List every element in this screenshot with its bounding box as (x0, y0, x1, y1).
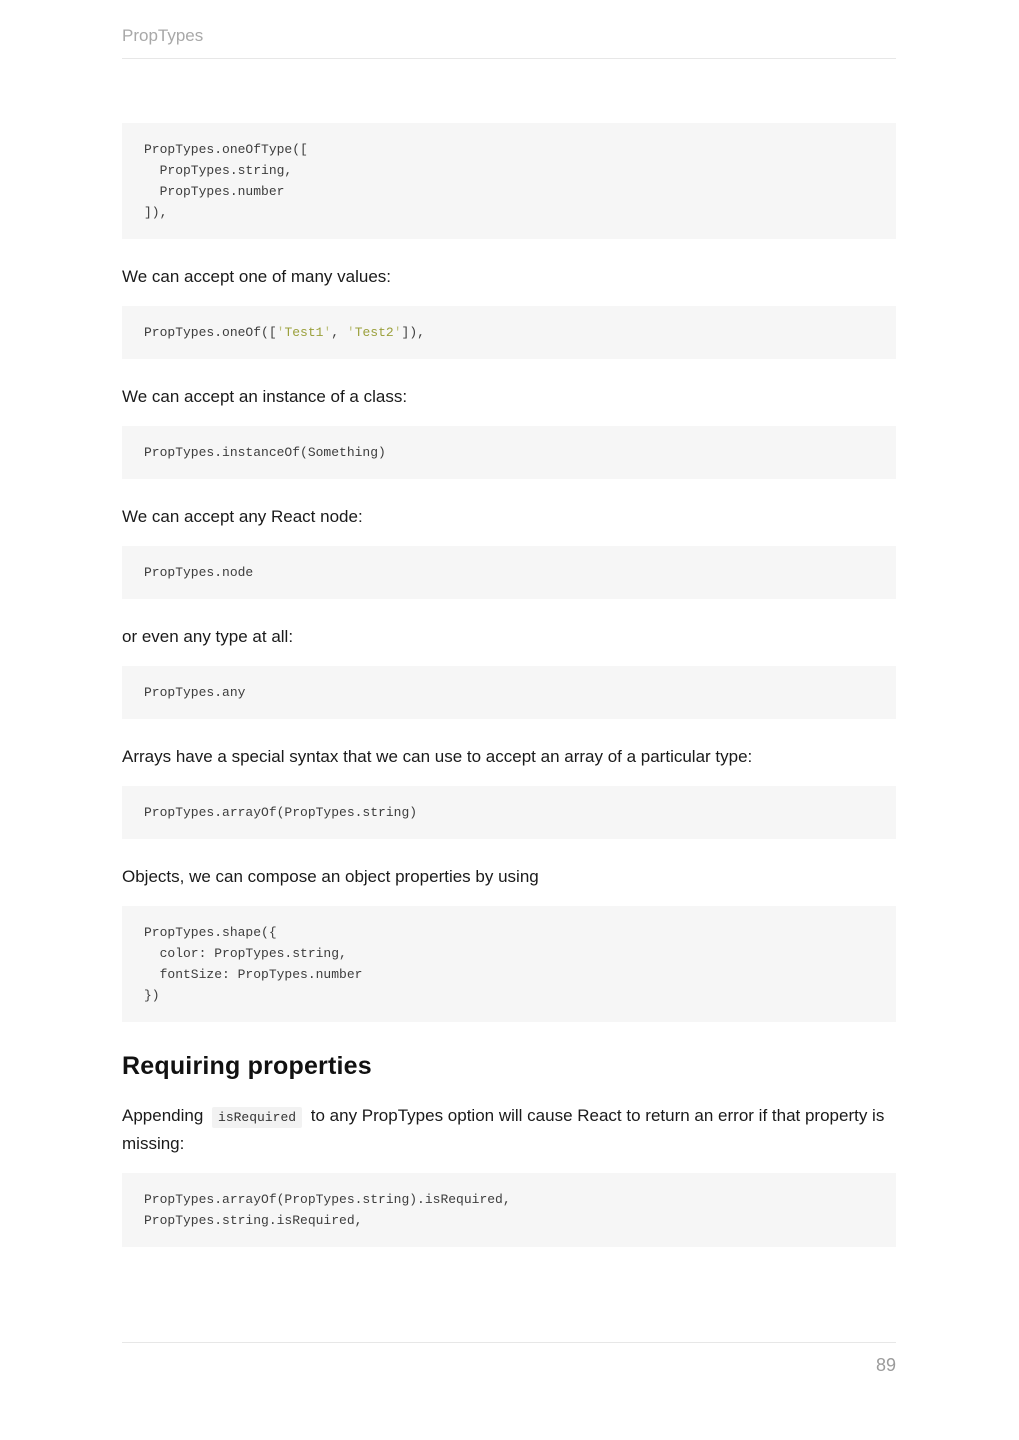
code-block-isrequired (122, 1173, 896, 1247)
code-line: PropTypes.arrayOf(PropTypes.string).isRequired, (144, 1192, 511, 1207)
code-line: }) (144, 988, 160, 1003)
code-block-instanceof (122, 426, 896, 479)
code-block-oneoftype (122, 123, 896, 239)
page-content (122, 0, 896, 1247)
code-block-oneof (122, 306, 896, 359)
paragraph-react-node: We can accept any React node: (122, 507, 363, 526)
code-block-any (122, 666, 896, 719)
code-line: color: PropTypes.string, (144, 946, 347, 961)
code-line: PropTypes.oneOf(['Test1', 'Test2']), (144, 325, 425, 340)
footer-divider (122, 1342, 896, 1343)
code-line: PropTypes.any (144, 685, 246, 700)
code-line: PropTypes.node (144, 565, 254, 580)
code-line: PropTypes.arrayOf(PropTypes.string) (144, 805, 418, 820)
code-line: PropTypes.string, (144, 163, 293, 178)
page-header-title: PropTypes (122, 26, 204, 45)
code-line: PropTypes.instanceOf(Something) (144, 445, 386, 460)
code-line: PropTypes.oneOfType([ (144, 142, 308, 157)
paragraph-one-of-many: We can accept one of many values: (122, 267, 392, 286)
paragraph-objects-compose: Objects, we can compose an object properties by using (122, 867, 539, 886)
page-header (122, 0, 896, 59)
section-heading-requiring-properties: Requiring properties (122, 1052, 372, 1080)
code-line: ]), (144, 205, 168, 220)
paragraph-appending-isrequired: Appending isRequired to any PropTypes option will cause React to return an error if that property is missing: (122, 1106, 885, 1153)
code-line: PropTypes.number (144, 184, 285, 199)
inline-code: isRequired (212, 1107, 302, 1128)
code-block-shape (122, 906, 896, 1022)
paragraph-instance-of-class: We can accept an instance of a class: (122, 387, 408, 406)
code-line: fontSize: PropTypes.number (144, 967, 363, 982)
code-line: PropTypes.shape({ (144, 925, 277, 940)
paragraph-arrays-syntax: Arrays have a special syntax that we can use to accept an array of a particular type: (122, 747, 753, 766)
paragraph-any-type: or even any type at all: (122, 627, 294, 646)
code-block-arrayof (122, 786, 896, 839)
page-number: 89 (875, 1355, 896, 1375)
code-line: PropTypes.string.isRequired, (144, 1213, 363, 1228)
code-block-node (122, 546, 896, 599)
